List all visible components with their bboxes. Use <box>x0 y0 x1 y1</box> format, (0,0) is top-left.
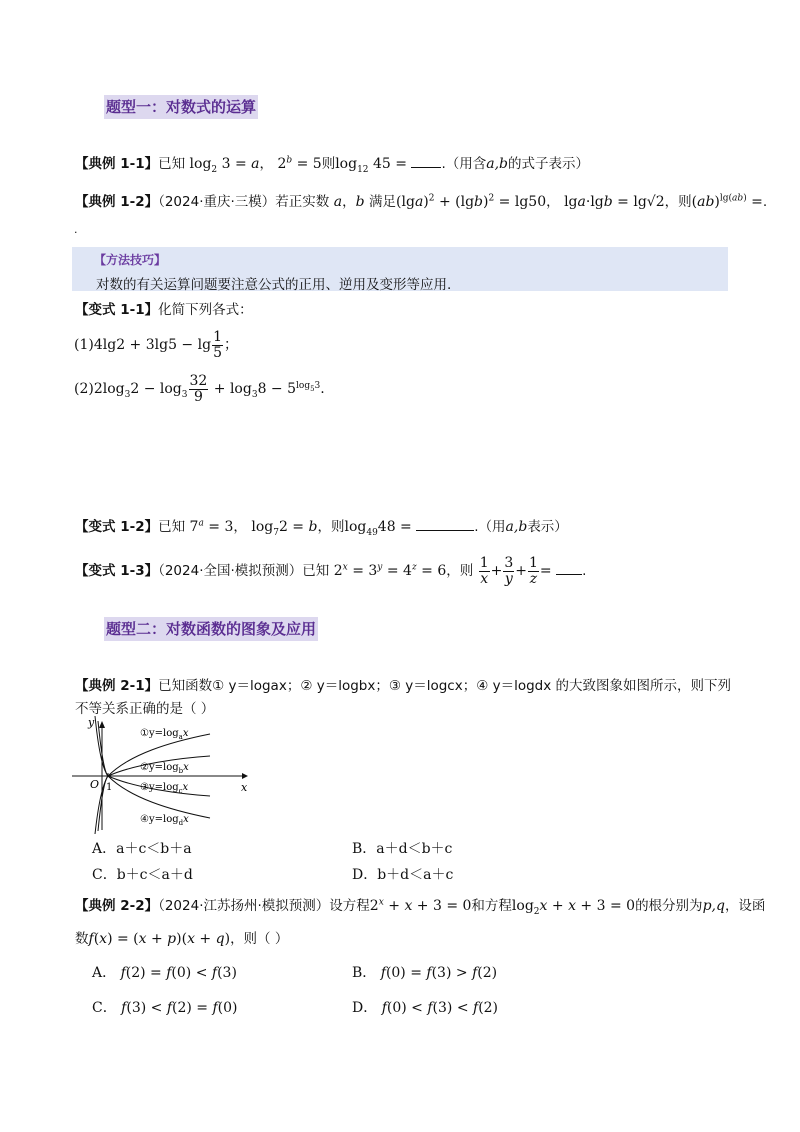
option-d[interactable]: D． f(0) < f(3) < f(2) <box>352 1000 499 1016</box>
option-c[interactable]: C．b＋c＜a＋d <box>92 867 193 883</box>
option-d[interactable]: D．b＋d＜a＋c <box>352 867 454 883</box>
variant-1-3: 【变式 1-3】（2024·全国·模拟预测）已知 $2^x = 3^y = 4^z = 6$，则 $\frac{1}{x}$ + $\frac{3}{y}$ + $\frac{1}{z}$ = . <box>75 555 587 587</box>
example-2-2-line2: 数f(x) = (x + p)(x + q)，则（ ） <box>75 931 289 947</box>
example-label: 【典例 2-1】 <box>75 678 159 694</box>
example-2-1: 【典例 2-1】已知函数① y＝logax；② y＝logbx；③ y＝logcx；④ y＝logdx 的大致图象如图所示，则下列 <box>75 678 732 694</box>
option-a[interactable]: A．a＋c＜b＋a <box>92 841 192 857</box>
option-b[interactable]: B．a＋d＜b＋c <box>352 841 453 857</box>
variant-label: 【变式 1-2】 <box>75 519 159 535</box>
answer-blank[interactable] <box>556 563 582 575</box>
tick-one-label: 1 <box>106 782 113 793</box>
variant-1-2: 【变式 1-2】已知 $7^a = 3$， $\log_72 = b$，则$\log_{49}48$ = .（用a,b表示） <box>75 518 568 538</box>
curve-4-label: $④y=\log_dx$ <box>140 814 189 827</box>
variant-label: 【变式 1-3】 <box>75 563 159 580</box>
method-tips-label: 【方法技巧】 <box>94 253 167 267</box>
option-a[interactable]: A． f(2) = f(0) < f(3) <box>92 965 237 981</box>
variant-1-1: 【变式 1-1】化简下列各式： <box>75 302 253 318</box>
example-1-2: 【典例 1-2】（2024·重庆·三模）若正实数 a，b 满足$(\lg a)^2 + (\lg b)^2 = \lg 50$， lga·lgb = lg√2，则(ab)$^{lg(ab)}$ =. <box>75 193 768 210</box>
origin-label: O <box>90 778 100 791</box>
method-tips-text: 对数的有关运算问题要注意公式的正用、逆用及变形等应用. <box>96 277 452 293</box>
variant-1-1-part-1: (1)4lg2 + 3lg5 − lg $\frac{1}{5}$ ； <box>74 329 238 361</box>
example-2-1-line2: 不等关系正确的是（ ） <box>75 701 215 717</box>
curve-2-label: $②y=\log_bx$ <box>140 762 189 775</box>
example-1-1: 【典例 1-1】已知 $\log_2 3 = a$， $2^b = 5$则$\log_{12} 45$ = .（用含a,b的式子表示） <box>75 155 589 175</box>
curve-1-label: $①y=\log_ax$ <box>140 728 189 741</box>
option-b[interactable]: B． f(0) = f(3) > f(2) <box>352 965 498 981</box>
example-label: 【典例 2-2】 <box>75 898 159 914</box>
answer-blank[interactable] <box>416 519 474 531</box>
example-label: 【典例 1-2】 <box>75 194 159 210</box>
curve-3-label: $③y=\log_cx$ <box>140 782 189 795</box>
example-label: 【典例 1-1】 <box>75 156 159 172</box>
section-title-2: 题型二：对数函数的图象及应用 <box>104 617 318 641</box>
axis-y-label: y <box>88 716 95 729</box>
answer-blank[interactable] <box>411 156 441 168</box>
variant-1-1-part-2: $(2)2\log_32 - \log_3$ $\frac{32}{9}$ + $\log_38 - 5^{log_53}$. <box>74 373 325 405</box>
example-2-2: 【典例 2-2】（2024·江苏扬州·模拟预测）设方程$2^x + x + 3 = 0$和方程$\log_2x + x + 3 = 0$的根分别为p,q，设函 <box>75 897 766 917</box>
variant-label: 【变式 1-1】 <box>75 302 159 318</box>
option-c[interactable]: C． f(3) < f(2) = f(0) <box>92 1000 238 1016</box>
section-title-1: 题型一：对数式的运算 <box>104 95 258 119</box>
axis-x-label: x <box>241 781 248 794</box>
log-function-graph <box>70 716 250 834</box>
